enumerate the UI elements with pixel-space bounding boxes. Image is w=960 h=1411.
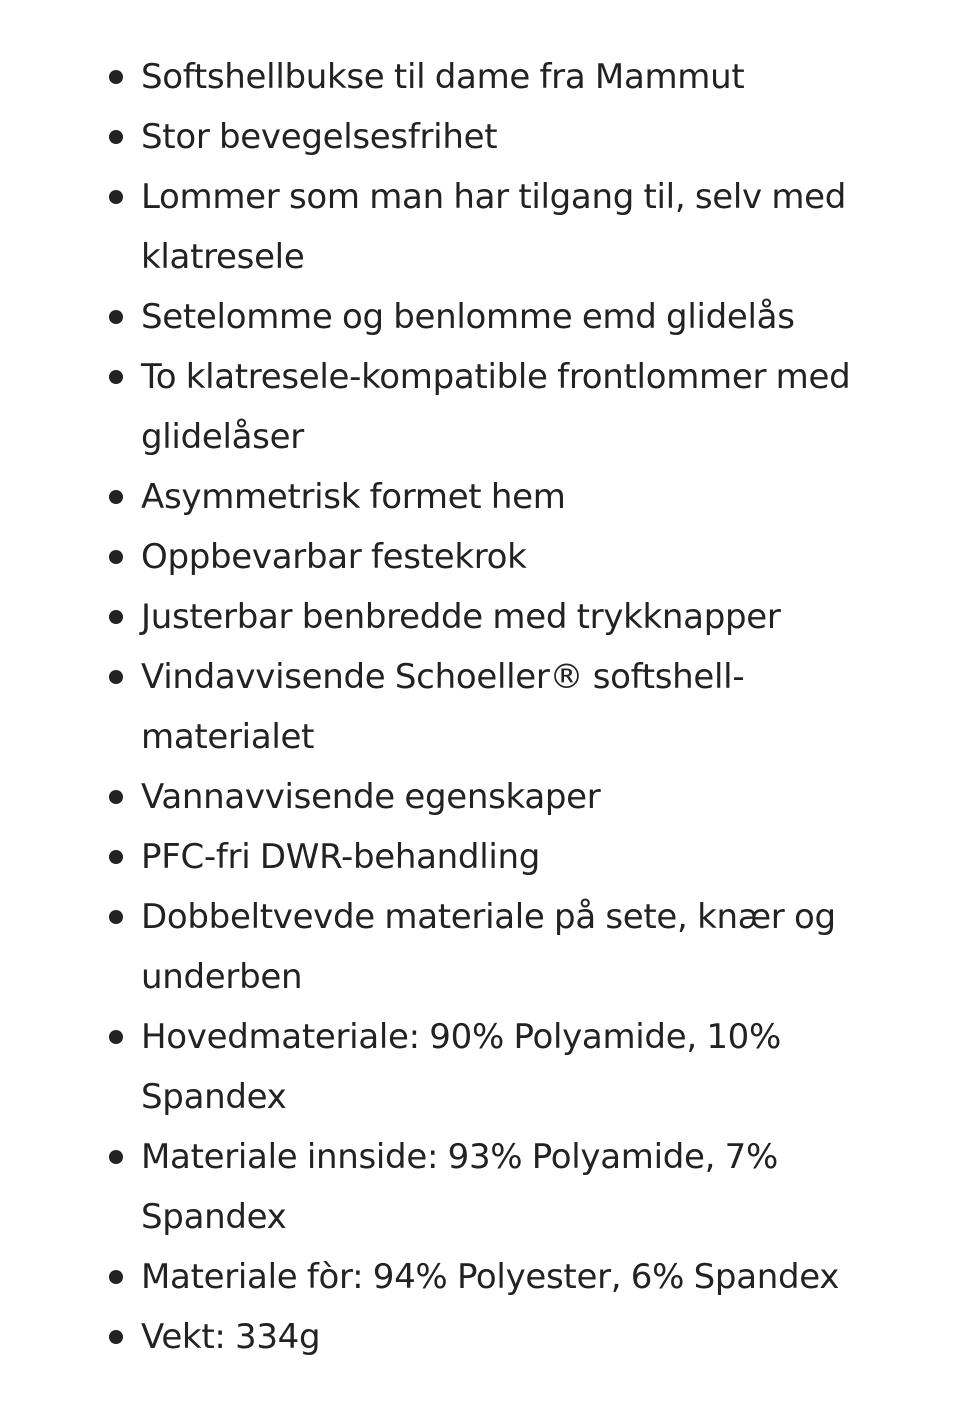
- list-item: [0, 1307, 960, 1367]
- list-item: [0, 1007, 960, 1127]
- list-item-text: Vekt: 334g: [141, 1317, 321, 1357]
- list-item: [0, 287, 960, 347]
- list-item-text: Lommer som man har tilgang til, selv med klatresele: [141, 177, 847, 277]
- bullet-icon: [109, 550, 123, 564]
- bullet-icon: [109, 190, 123, 204]
- bullet-icon: [109, 1150, 123, 1164]
- list-item: [0, 1247, 960, 1307]
- list-item: [0, 887, 960, 1007]
- feature-list: [0, 47, 960, 1367]
- bullet-icon: [109, 310, 123, 324]
- bullet-icon: [109, 1330, 123, 1344]
- list-item: [0, 47, 960, 107]
- bullet-icon: [109, 370, 123, 384]
- list-item-text: Softshellbukse til dame fra Mammut: [141, 57, 745, 97]
- bullet-icon: [109, 910, 123, 924]
- list-item: [0, 827, 960, 887]
- bullet-icon: [109, 490, 123, 504]
- list-item-text: Asymmetrisk formet hem: [141, 477, 566, 517]
- bullet-icon: [109, 670, 123, 684]
- list-item-text: Materiale innside: 93% Polyamide, 7% Spandex: [141, 1137, 779, 1237]
- list-item: [0, 647, 960, 767]
- list-item-text: Justerbar benbredde med trykknapper: [141, 597, 781, 637]
- list-item: [0, 467, 960, 527]
- bullet-icon: [109, 130, 123, 144]
- list-item-text: Dobbeltvevde materiale på sete, knær og underben: [141, 897, 836, 997]
- list-item-text: Materiale fòr: 94% Polyester, 6% Spandex: [141, 1257, 840, 1297]
- list-item: [0, 107, 960, 167]
- list-item-text: Vindavvisende Schoeller® softshell-materialet: [141, 657, 745, 757]
- list-item: [0, 767, 960, 827]
- list-item: [0, 347, 960, 467]
- list-item-text: Hovedmateriale: 90% Polyamide, 10% Spandex: [141, 1017, 782, 1117]
- list-item: [0, 587, 960, 647]
- list-item: [0, 167, 960, 287]
- bullet-icon: [109, 70, 123, 84]
- list-item: [0, 1127, 960, 1247]
- list-item-text: PFC-fri DWR-behandling: [141, 837, 541, 877]
- list-item-text: To klatresele-kompatible frontlommer med glidelåser: [141, 357, 851, 457]
- bullet-icon: [109, 610, 123, 624]
- bullet-icon: [109, 790, 123, 804]
- bullet-icon: [109, 850, 123, 864]
- list-item: [0, 527, 960, 587]
- list-item-text: Stor bevegelsesfrihet: [141, 117, 498, 157]
- list-item-text: Oppbevarbar festekrok: [141, 537, 527, 577]
- bullet-icon: [109, 1270, 123, 1284]
- list-item-text: Setelomme og benlomme emd glidelås: [141, 297, 795, 337]
- list-item-text: Vannavvisende egenskaper: [141, 777, 601, 817]
- bullet-icon: [109, 1030, 123, 1044]
